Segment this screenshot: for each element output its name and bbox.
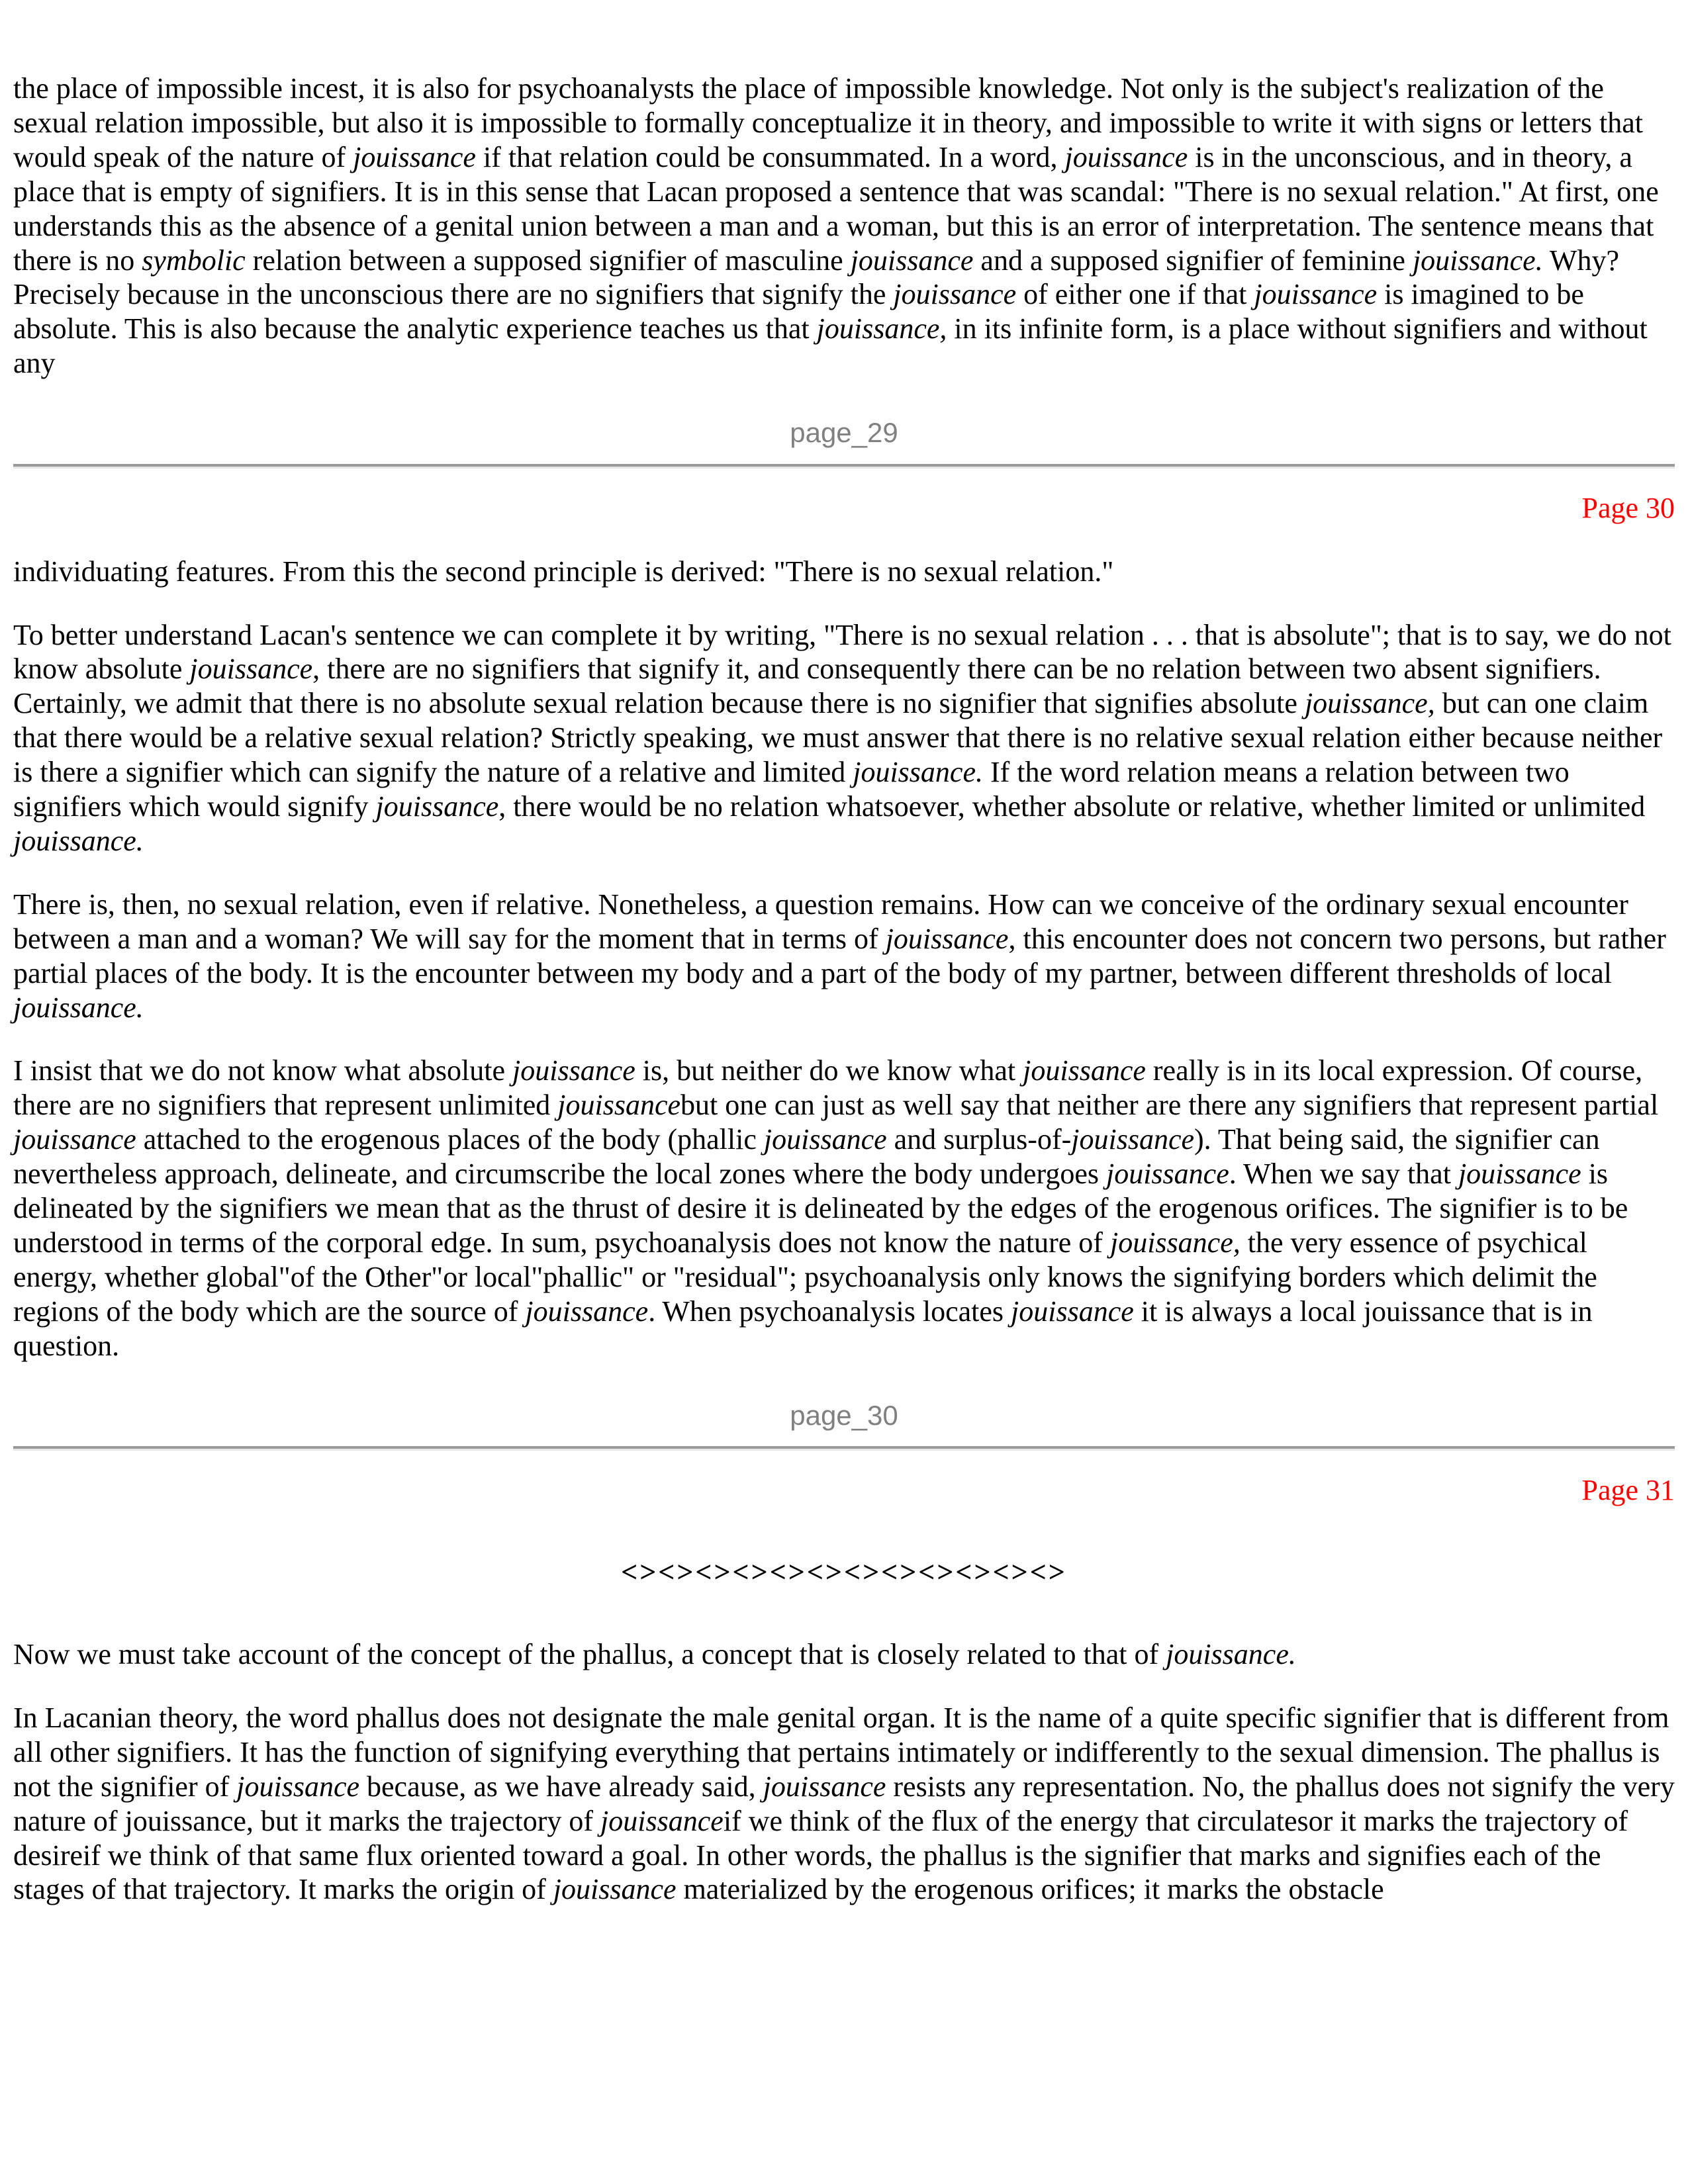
text-run: In Lacanian theory, the word phallus does not designate the male genital organ. It is the name of a quite specific signifier that is different from all other signifiers. It has the function of signifying everything that pertains intimately or indifferently to the sexual dimension. The phallus is not the signifier of [13,1701,1669,1803]
page31-paragraph-2 [13,1701,1675,1907]
page31-paragraph-1 [13,1637,1675,1672]
text-run: attached to the erogenous places of the body (phallic [136,1123,764,1156]
italic-text-run: symbolic [142,244,246,277]
italic-text-run: jouissance. [1166,1638,1296,1670]
text-run: but can one claim that there would be a relative sexual relation? Strictly speaking, we must answer that there is no relative sexual relation either because neither is there a signifier which can signify the nature of a relative and limited [13,687,1663,789]
italic-text-run: jouissance [1011,1295,1134,1328]
text-run: really is in its local expression. Of course, there are no signifiers that represent unlimited [13,1054,1643,1122]
text-run: relation between a supposed signifier of masculine [245,244,851,277]
page30-paragraph-4 [13,1054,1675,1363]
italic-text-run: jouissance [557,1089,681,1122]
page30-paragraph-3 [13,887,1675,1025]
text-run: is delineated by the signifiers we mean that as the thrust of desire it is delineated by the edges of the erogenous orifices. The signifier is to be understood in terms of the corporal edge. In sum, psychoanalysis does not know the nature of [13,1158,1628,1259]
text-run: . When psychoanalysis locates [648,1295,1011,1328]
page-divider [13,1446,1675,1451]
italic-text-run: jouissance. [13,991,144,1024]
italic-text-run: jouissance, [1304,687,1435,720]
text-run: , this encounter does not concern two persons, but rather partial places of the body. It is the encounter between my body and a part of the body of my partner, between different thresholds of local [13,922,1666,989]
text-run: because, as we have already said, [359,1770,763,1803]
italic-text-run: jouissance [375,790,499,823]
italic-text-run: jouissance, [1109,1226,1241,1259]
text-run: ). That being said, the signifier can nevertheless approach, delineate, and circumscribe the local zones where the body undergoes [13,1123,1600,1191]
page30-paragraph-1 [13,555,1675,589]
text-run: it is always a local jouissance that is in question. [13,1295,1593,1362]
text-run: , there are no signifiers that signify it, and consequently there can be no relation between two absent signifiers. Certainly, we admit that there is no absolute sexual relation because there is no signifier that signifies absolute [13,653,1601,720]
text-run: , there would be no relation whatsoever, whether absolute or relative, whether limited or unlimited [498,790,1646,823]
text-run: if we think of the flux of the energy that circulatesor it marks the trajectory of desireif we think of that same flux oriented toward a goal. In other words, the phallus is the signifier that marks and signifies each of the stages of that trajectory. It marks the origin of [13,1804,1628,1906]
italic-text-run: jouissance. [853,756,983,789]
text-run: To better understand Lacan's sentence we can complete it by writing, "There is no sexual relation . . . that is absolute"; that is to say, we do not know absolute [13,618,1671,686]
italic-text-run: jouissance [1064,140,1188,173]
text-run: materialized by the erogenous orifices; it marks the obstacle [676,1873,1384,1906]
text-run: the place of impossible incest, it is also for psychoanalysts the place of impossible knowledge. Not only is the subject's realization of the sexual relation impossible, but also it is impossible to formally conceptualize it in theory, and impossible to write it with signs or letters that would speak of the nature of [13,72,1643,173]
page-divider [13,464,1675,469]
italic-text-run: jouissance [553,1873,677,1906]
italic-text-run: jouissance [763,1123,887,1156]
italic-text-run: jouissance [893,278,1017,311]
italic-text-run: jouissance [600,1804,724,1837]
italic-text-run: jouissance [189,653,313,686]
text-run: is imagined to be absolute. This is also because the analytic experience teaches us that [13,278,1584,345]
text-run: the very essence of psychical energy, whether global"of the Other"or local"phallic" or "residual"; psychoanalysis only knows the signifying borders which delimit the regions of the body which are the source of [13,1226,1597,1328]
text-run: if that relation could be consummated. In a word, [475,140,1065,173]
italic-text-run: jouissance [1458,1158,1581,1191]
text-run: Now we must take account of the concept of the phallus, a concept that is closely related to that of [13,1638,1166,1670]
italic-text-run: jouissance [1254,278,1378,311]
italic-text-run: jouissance [13,1123,136,1156]
italic-text-run: jouissance [1023,1054,1146,1087]
italic-text-run: jouissance [353,140,476,173]
text-run: and a supposed signifier of feminine [973,244,1413,277]
page30-paragraph-2 [13,618,1675,858]
text-run: is, but neither do we know what [635,1054,1023,1087]
text-run: individuating features. From this the second principle is derived: "There is no sexual relation." [13,555,1114,588]
text-run: Why? Precisely because in the unconscious there are no signifiers that signify the [13,244,1619,311]
text-run: resists any representation. No, the phallus does not signify the very nature of jouissance, but it marks the trajectory of [13,1770,1675,1837]
italic-text-run: jouissance [850,244,974,277]
italic-text-run: jouissance. [13,824,144,857]
text-run: is in the unconscious, and in theory, a place that is empty of signifiers. It is in this sense that Lacan proposed a sentence that was scandal: "There is no sexual relation." At first, one understands this as the absence of a genital union between a man and a woman, but this is an error of interpretation. The sentence means that there is no [13,140,1659,277]
italic-text-run: jouissance, [816,312,947,345]
text-run: . When we say that [1229,1158,1458,1191]
page29-continuation-paragraph [13,71,1675,381]
page-header-30: Page 30 [1581,491,1675,524]
italic-text-run: jouissance [1105,1158,1229,1191]
italic-text-run: jouissance [885,922,1009,955]
italic-text-run: jouissance [512,1054,635,1087]
text-run: and surplus-of- [886,1123,1072,1156]
page-marker-30: page_30 [790,1399,898,1431]
text-run: but one can just as well say that neither are there any signifiers that represent partial [680,1089,1659,1122]
section-break-ornament: <><><><><><><><><><><><> [621,1556,1067,1589]
text-run: If the word relation means a relation between two signifiers which would signify [13,756,1570,823]
italic-text-run: jouissance [236,1770,360,1803]
text-run: There is, then, no sexual relation, even if relative. Nonetheless, a question remains. How can we conceive of the ordinary sexual encounter between a man and a woman? We will say for the moment that in terms of [13,887,1628,955]
italic-text-run: jouissance [1071,1123,1195,1156]
text-run: I insist that we do not know what absolute [13,1054,513,1087]
italic-text-run: jouissance [763,1770,886,1803]
italic-text-run: jouissance. [1412,244,1543,277]
page-header-31: Page 31 [1581,1474,1675,1507]
italic-text-run: jouissance [525,1295,649,1328]
page-marker-29: page_29 [790,417,898,449]
text-run: in its infinite form, is a place without signifiers and without any [13,312,1648,380]
text-run: of either one if that [1016,278,1254,311]
